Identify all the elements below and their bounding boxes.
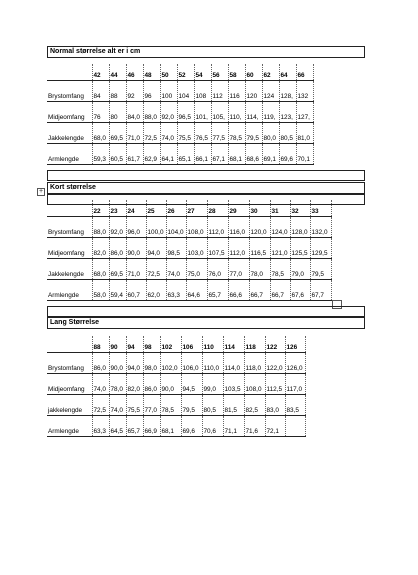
- row-label: Midjeomfang: [47, 237, 92, 258]
- table-cell: 125,5: [290, 237, 310, 258]
- table-cell: 78,5: [160, 394, 181, 415]
- table-cell: 72,5: [146, 258, 166, 279]
- row-label: [47, 64, 92, 80]
- table-cell: 65,7: [126, 415, 143, 436]
- table-cell: 124: [262, 80, 279, 101]
- table-cell: 78,5: [228, 122, 245, 143]
- table-cell: 80: [109, 101, 126, 122]
- table-cell: 108,0: [186, 216, 207, 237]
- table-cell: 31: [270, 200, 290, 216]
- table-cell: 82,5: [244, 394, 265, 415]
- table-row: [47, 394, 305, 415]
- table-cell: 78,5: [270, 258, 290, 279]
- table-cell: 77,0: [228, 258, 249, 279]
- table-cell: 82,0: [126, 373, 143, 394]
- table-cell: 98,0: [143, 352, 160, 373]
- table-row: [47, 279, 331, 300]
- table-cell: 70,1: [296, 143, 313, 164]
- table-cell: 22: [92, 200, 109, 216]
- table-cell: 33: [310, 200, 331, 216]
- table-cell: 117,0: [285, 373, 305, 394]
- table-cell: 69,6: [279, 143, 296, 164]
- table-cell: 67,6: [290, 279, 310, 300]
- table-cell: 76,5: [194, 122, 211, 143]
- table-cell: 99,0: [202, 373, 223, 394]
- row-label: Armlengde: [47, 279, 92, 300]
- table-cell: 112: [211, 80, 228, 101]
- table-cell: 54: [194, 64, 211, 80]
- table-cell: 110: [202, 336, 223, 352]
- table-cell: 88: [92, 336, 109, 352]
- table-cell: 122,0: [265, 352, 285, 373]
- table-cell: 90,0: [126, 237, 146, 258]
- table-cell: 119,: [262, 101, 279, 122]
- table-cell: 25: [146, 200, 166, 216]
- table-cell: 66: [296, 64, 313, 80]
- table-cell: 94,0: [126, 352, 143, 373]
- table-cell: 114,: [245, 101, 262, 122]
- table-cell: 68,0: [92, 122, 109, 143]
- table-cell: 81,5: [223, 394, 244, 415]
- table-cell: 68,1: [160, 415, 181, 436]
- table-cell: 126,0: [285, 352, 305, 373]
- table-cell: 66,7: [249, 279, 270, 300]
- table-cell: 23: [109, 200, 126, 216]
- table-cell: 120: [245, 80, 262, 101]
- table-cell: 69,1: [262, 143, 279, 164]
- table-cell: 71,6: [244, 415, 265, 436]
- table-cell: 59,4: [109, 279, 126, 300]
- table-cell: 96,0: [126, 216, 146, 237]
- row-label: Brystomfang: [47, 80, 92, 101]
- table-cell: 103,0: [186, 237, 207, 258]
- size-table-normal: [47, 64, 314, 165]
- table-cell: 94,0: [146, 237, 166, 258]
- table-cell: 79,5: [310, 258, 331, 279]
- table-cell: 110,0: [202, 352, 223, 373]
- table-cell: 112,0: [228, 237, 249, 258]
- table-cell: 82,0: [92, 237, 109, 258]
- table-cell: 104: [177, 80, 194, 101]
- table-cell: 68,1: [228, 143, 245, 164]
- spacer-row: [47, 306, 365, 317]
- table-cell: 107,5: [207, 237, 228, 258]
- row-label: Armlengde: [47, 143, 92, 164]
- table-cell: 69,5: [109, 122, 126, 143]
- table-cell: 92: [126, 80, 143, 101]
- table-cell: 124,0: [270, 216, 290, 237]
- table-cell: 110,: [228, 101, 245, 122]
- table-cell: 90,0: [109, 352, 126, 373]
- table-cell: 88,0: [92, 216, 109, 237]
- table-cell: 71,0: [126, 122, 143, 143]
- table-cell: 94: [126, 336, 143, 352]
- table-cell: 68,6: [245, 143, 262, 164]
- row-label: Armlengde: [47, 415, 92, 436]
- table-cell: 69,6: [181, 415, 202, 436]
- table-cell: 61,7: [126, 143, 143, 164]
- table-cell: 102,0: [160, 352, 181, 373]
- table-cell: 75,5: [126, 394, 143, 415]
- table-cell: 62: [262, 64, 279, 80]
- table-row: [47, 143, 313, 164]
- table-cell: 72,5: [92, 394, 109, 415]
- section-title-lang: Lang Størrelse: [47, 317, 365, 329]
- table-cell: 120,0: [249, 216, 270, 237]
- table-cell: 59,3: [92, 143, 109, 164]
- table-cell: 50: [160, 64, 177, 80]
- table-header-row: [47, 64, 313, 80]
- table-cell: 86,0: [109, 237, 126, 258]
- table-cell: 129,5: [310, 237, 331, 258]
- table-cell: 29: [228, 200, 249, 216]
- move-handle-icon[interactable]: +: [38, 188, 44, 195]
- table-cell: 105,: [211, 101, 228, 122]
- table-cell: 72,5: [143, 122, 160, 143]
- table-cell: 64,6: [186, 279, 207, 300]
- table-cell: 60,5: [109, 143, 126, 164]
- table-cell: 106: [181, 336, 202, 352]
- table-row: [47, 373, 305, 394]
- table-cell: 114: [223, 336, 244, 352]
- size-table-kort: [47, 200, 332, 301]
- table-cell: 76: [92, 101, 109, 122]
- table-cell: 101,: [194, 101, 211, 122]
- table-cell: 65,1: [177, 143, 194, 164]
- table-cell: 66,9: [143, 415, 160, 436]
- table-cell: 108,0: [244, 373, 265, 394]
- table-cell: 79,5: [245, 122, 262, 143]
- table-cell: 90: [109, 336, 126, 352]
- table-cell: 48: [143, 64, 160, 80]
- table-cell: 42: [92, 64, 109, 80]
- table-cell: 116: [228, 80, 245, 101]
- row-label: Jakkelengde: [47, 122, 92, 143]
- table-cell: 116,0: [228, 216, 249, 237]
- table-cell: 67,7: [310, 279, 331, 300]
- table-cell: 132,0: [310, 216, 331, 237]
- table-cell: 118,0: [244, 352, 265, 373]
- table-cell: 83,5: [285, 394, 305, 415]
- table-cell: 77,5: [211, 122, 228, 143]
- table-cell: 128,: [279, 80, 296, 101]
- table-cell: 92,0: [109, 216, 126, 237]
- table-cell: 78,0: [109, 373, 126, 394]
- table-cell: 74,0: [166, 258, 186, 279]
- table-cell: 63,3: [166, 279, 186, 300]
- table-row: [47, 101, 313, 122]
- row-label: Jakkelengde: [47, 258, 92, 279]
- table-cell: 77,0: [143, 394, 160, 415]
- row-label: Midjeomfang: [47, 101, 92, 122]
- table-cell: 26: [166, 200, 186, 216]
- table-cell: 84,0: [126, 101, 143, 122]
- table-cell: 58: [228, 64, 245, 80]
- table-cell: 122: [265, 336, 285, 352]
- table-cell: 83,0: [265, 394, 285, 415]
- table-cell: 100,0: [146, 216, 166, 237]
- table-cell: 63,3: [92, 415, 109, 436]
- section-title-kort: Kort størrelse: [47, 182, 365, 194]
- table-cell: 65,7: [207, 279, 228, 300]
- table-cell: 71,1: [223, 415, 244, 436]
- table-cell: 76,0: [207, 258, 228, 279]
- table-cell: 104,0: [166, 216, 186, 237]
- table-cell: 64: [279, 64, 296, 80]
- table-cell: 112,0: [207, 216, 228, 237]
- table-cell: 75,0: [186, 258, 207, 279]
- table-cell: 74,0: [92, 373, 109, 394]
- table-cell: 94,5: [181, 373, 202, 394]
- table-row: [47, 415, 305, 436]
- table-row: [47, 352, 305, 373]
- table-cell: 132: [296, 80, 313, 101]
- table-cell: 127,: [296, 101, 313, 122]
- table-cell: 62,9: [143, 143, 160, 164]
- table-header-row: [47, 336, 305, 352]
- table-cell: 86,0: [92, 352, 109, 373]
- size-table-lang: [47, 336, 306, 437]
- table-row: [47, 122, 313, 143]
- table-cell: 79,0: [290, 258, 310, 279]
- table-cell: 102: [160, 336, 181, 352]
- table-cell: 64,1: [160, 143, 177, 164]
- row-label: jakkelengde: [47, 394, 92, 415]
- table-cell: 60: [245, 64, 262, 80]
- table-cell: 108: [194, 80, 211, 101]
- table-cell: 30: [249, 200, 270, 216]
- row-label: Brystomfang: [47, 352, 92, 373]
- table-cell: 75,5: [177, 122, 194, 143]
- table-cell: 114,0: [223, 352, 244, 373]
- table-cell: 88: [109, 80, 126, 101]
- spacer-row: [47, 170, 365, 181]
- table-cell: [285, 415, 305, 436]
- table-cell: 27: [186, 200, 207, 216]
- table-cell: 81,0: [296, 122, 313, 143]
- table-cell: 98,5: [166, 237, 186, 258]
- table-cell: 24: [126, 200, 146, 216]
- table-cell: 86,0: [143, 373, 160, 394]
- section-title-normal: Normal størrelse alt er i cm: [47, 46, 365, 58]
- table-cell: 62,0: [146, 279, 166, 300]
- table-cell: 52: [177, 64, 194, 80]
- table-cell: 58,0: [92, 279, 109, 300]
- table-row: [47, 216, 331, 237]
- table-cell: 100: [160, 80, 177, 101]
- table-header-row: [47, 200, 331, 216]
- table-cell: 80,5: [279, 122, 296, 143]
- table-cell: 46: [126, 64, 143, 80]
- table-cell: 44: [109, 64, 126, 80]
- table-cell: 118: [244, 336, 265, 352]
- table-cell: 60,7: [126, 279, 146, 300]
- row-label: [47, 200, 92, 216]
- table-cell: 121,0: [270, 237, 290, 258]
- table-cell: 78,0: [249, 258, 270, 279]
- table-row: [47, 80, 313, 101]
- table-cell: 66,7: [270, 279, 290, 300]
- table-cell: 123,: [279, 101, 296, 122]
- table-cell: 126: [285, 336, 305, 352]
- table-cell: 66,1: [194, 143, 211, 164]
- table-cell: 66,6: [228, 279, 249, 300]
- table-cell: 80,5: [202, 394, 223, 415]
- table-cell: 71,0: [126, 258, 146, 279]
- table-cell: 70,6: [202, 415, 223, 436]
- table-row: [47, 258, 331, 279]
- table-cell: 106,0: [181, 352, 202, 373]
- table-cell: 96: [143, 80, 160, 101]
- table-cell: 79,5: [181, 394, 202, 415]
- table-cell: 32: [290, 200, 310, 216]
- table-cell: 69,5: [109, 258, 126, 279]
- table-cell: 80,0: [262, 122, 279, 143]
- table-cell: 72,1: [265, 415, 285, 436]
- table-cell: 84: [92, 80, 109, 101]
- table-cell: 116,5: [249, 237, 270, 258]
- table-cell: 64,5: [109, 415, 126, 436]
- table-cell: 67,1: [211, 143, 228, 164]
- table-cell: 88,0: [143, 101, 160, 122]
- table-cell: 74,0: [109, 394, 126, 415]
- table-cell: 90,0: [160, 373, 181, 394]
- table-cell: 112,5: [265, 373, 285, 394]
- table-cell: 28: [207, 200, 228, 216]
- table-cell: 103,5: [223, 373, 244, 394]
- table-row: [47, 237, 331, 258]
- table-cell: 92,0: [160, 101, 177, 122]
- table-cell: 98: [143, 336, 160, 352]
- table-cell: 128,0: [290, 216, 310, 237]
- row-label: [47, 336, 92, 352]
- row-label: Brystomfang: [47, 216, 92, 237]
- row-label: Midjeomfang: [47, 373, 92, 394]
- table-cell: 96,5: [177, 101, 194, 122]
- table-cell: 74,0: [160, 122, 177, 143]
- table-cell: 68,0: [92, 258, 109, 279]
- table-cell: 56: [211, 64, 228, 80]
